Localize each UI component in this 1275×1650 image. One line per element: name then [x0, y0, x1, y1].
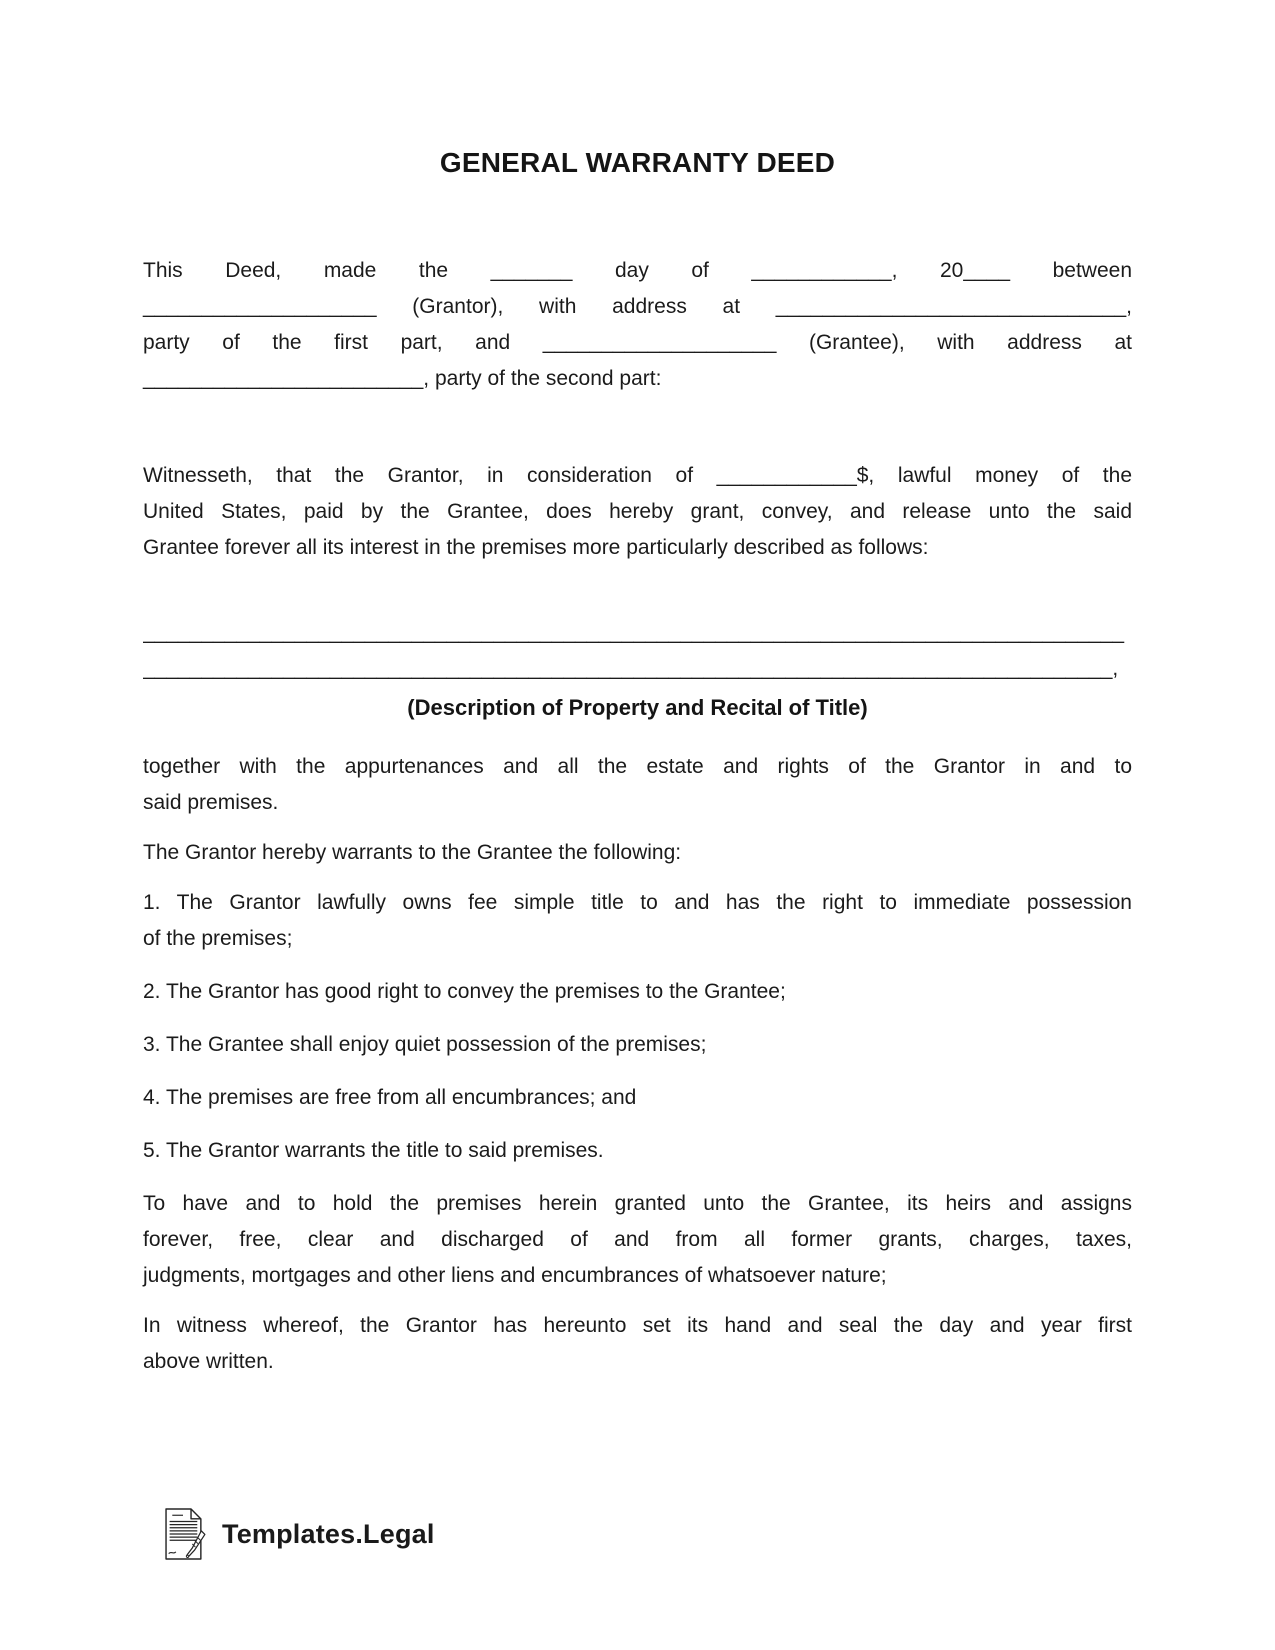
text-line: Witnesseth, that the Grantor, in consideration of ____________$, lawful money of the	[143, 464, 1132, 487]
text-line: Grantee forever all its interest in the premises more particularly described as follows:	[143, 536, 929, 559]
text-line: United States, paid by the Grantee, does hereby grant, convey, and release unto the said	[143, 500, 1132, 523]
text-line: judgments, mortgages and other liens and encumbrances of whatsoever nature;	[143, 1264, 887, 1287]
text-line: above written.	[143, 1350, 274, 1373]
habendum-paragraph	[143, 1186, 1132, 1294]
warranty-item-1	[143, 885, 1132, 957]
text-line: said premises.	[143, 791, 279, 814]
brand-lockup	[158, 1506, 435, 1562]
blank-fill-line: ____________________________________________________________________________________	[143, 621, 1125, 644]
document-title: GENERAL WARRANTY DEED	[439, 147, 836, 178]
appurtenances-paragraph	[143, 749, 1132, 821]
warranty-item-4	[143, 1080, 1132, 1116]
description-heading: (Description of Property and Recital of Title)	[407, 695, 868, 720]
warranty-item-5	[143, 1133, 1132, 1169]
text-line: of the premises;	[143, 927, 293, 950]
text-line: 5. The Grantor warrants the title to said premises.	[143, 1139, 604, 1162]
text-line: To have and to hold the premises herein granted unto the Grantee, its heirs and assigns	[143, 1192, 1132, 1215]
witness-clause-paragraph	[143, 1308, 1132, 1380]
warrants-intro-paragraph	[143, 835, 1132, 871]
property-description-blank-lines	[143, 615, 1132, 687]
text-line: party of the first part, and ____________________ (Grantee), with address at	[143, 331, 1132, 354]
text-line: ________________________, party of the second part:	[143, 367, 662, 390]
text-line: 3. The Grantee shall enjoy quiet possession of the premises;	[143, 1033, 707, 1056]
text-line: together with the appurtenances and all the estate and rights of the Grantor in and to	[143, 755, 1132, 778]
warranty-item-3	[143, 1027, 1132, 1063]
text-line: ____________________ (Grantor), with address at ______________________________,	[143, 295, 1132, 318]
text-line: forever, free, clear and discharged of and from all former grants, charges, taxes,	[143, 1228, 1132, 1251]
warranty-item-2	[143, 974, 1132, 1010]
blank-fill-line: ___________________________________________________________________________________,	[143, 657, 1119, 680]
document-content	[143, 0, 1132, 1380]
text-line: 1. The Grantor lawfully owns fee simple title to and has the right to immediate possession	[143, 891, 1132, 914]
text-line: 2. The Grantor has good right to convey the premises to the Grantee;	[143, 980, 786, 1003]
text-line: 4. The premises are free from all encumbrances; and	[143, 1086, 637, 1109]
text-line: This Deed, made the _______ day of ____________, 20____ between	[143, 259, 1132, 282]
intro-paragraph	[143, 253, 1132, 397]
text-line: In witness whereof, the Grantor has hereunto set its hand and seal the day and year first	[143, 1314, 1132, 1337]
text-line: The Grantor hereby warrants to the Grantee the following:	[143, 841, 682, 864]
witnesseth-paragraph	[143, 458, 1132, 566]
document-pen-icon	[158, 1506, 208, 1562]
brand-name: Templates.Legal	[222, 1518, 435, 1549]
